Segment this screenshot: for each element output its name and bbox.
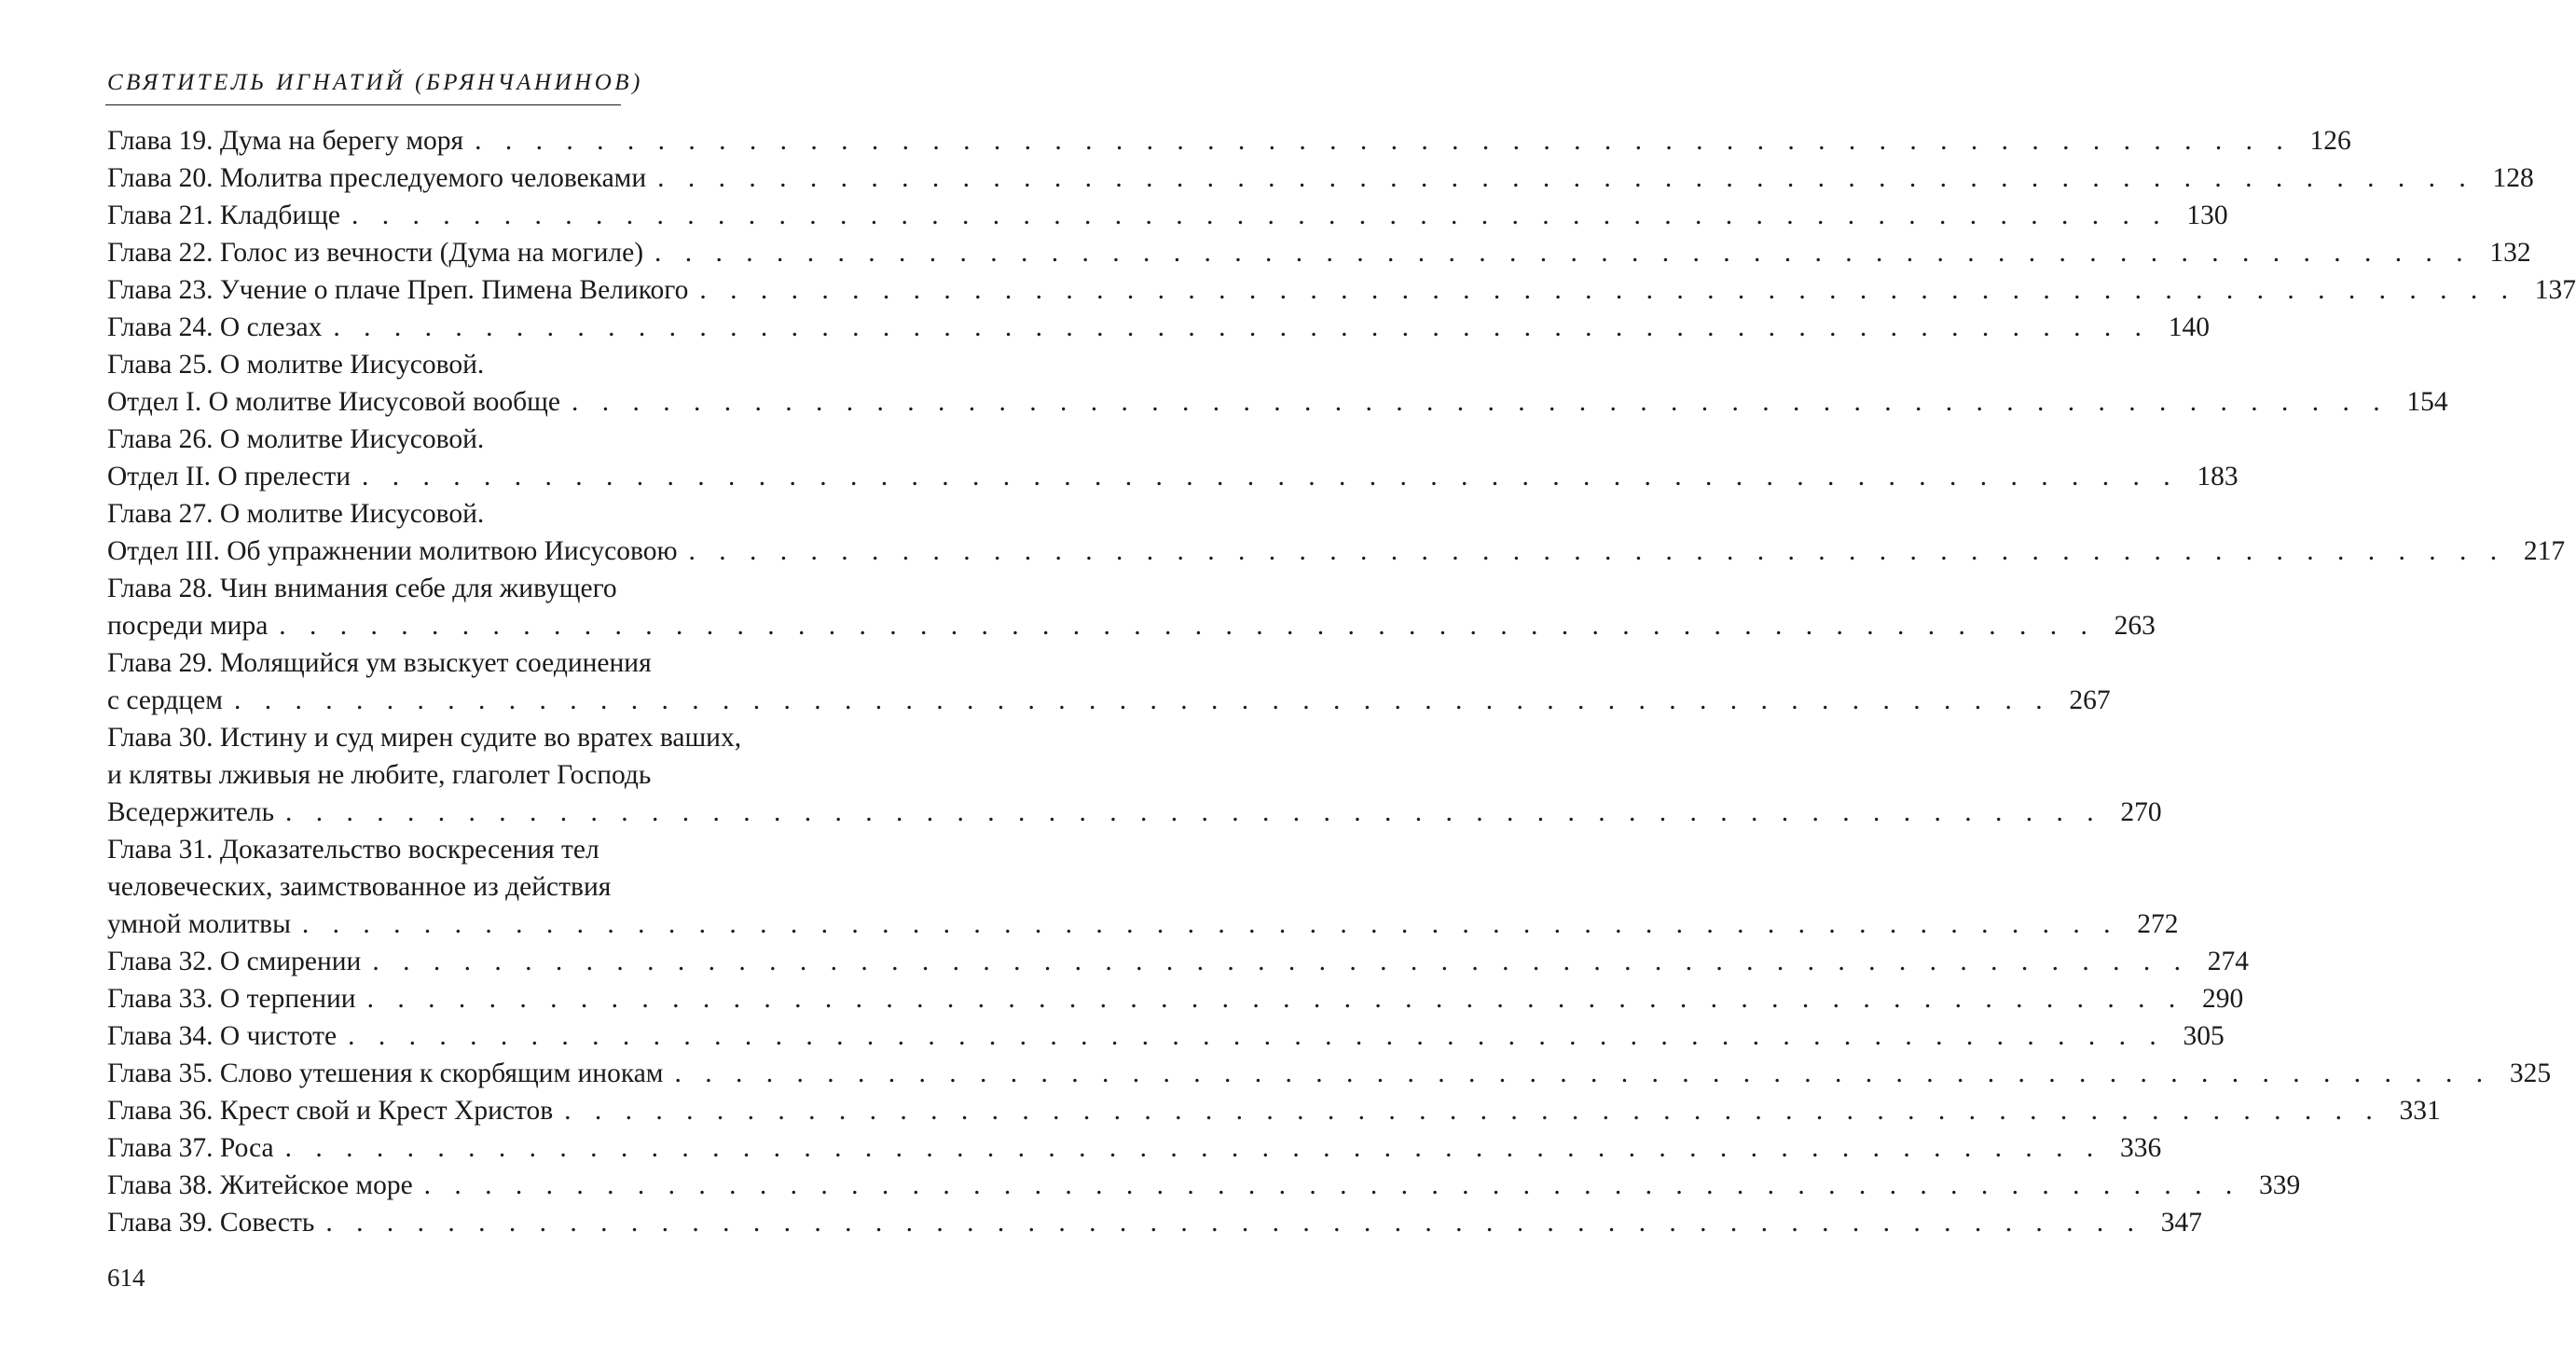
dot-leader: . . . . . . . . . . . . . . . . . . . . . . . . . . . . . . . . . . . . . . . . . . . . . . . . . . . . . . . . . . . .: [688, 536, 2506, 566]
toc-line: [107, 159, 2534, 197]
toc-entry-title: Глава 39. Совесть: [107, 1208, 315, 1238]
toc-entry: [107, 159, 2534, 197]
toc-entry-page: 274: [2207, 947, 2249, 976]
header-rule: [105, 104, 621, 105]
dot-leader: . . . . . . . . . . . . . . . . . . . . . . . . . . . . . . . . . . . . . . . . . . . . . . . . . . . . . . . . . . . .: [325, 1208, 2142, 1238]
toc-entry: [107, 1167, 2301, 1204]
toc-entry: [107, 122, 2351, 159]
toc-line: [107, 309, 2210, 346]
toc-line: [107, 234, 2531, 271]
page-number: 614: [107, 1264, 145, 1292]
toc-entry: [107, 943, 2249, 980]
toc-entry-title: Глава 28. Чин внимания себе для живущего: [107, 574, 617, 603]
toc-line: [107, 1092, 2441, 1129]
toc-line: [107, 794, 2162, 831]
toc-entry: [107, 346, 2448, 421]
toc-entry-title: Глава 27. О молитве Иисусовой.: [107, 499, 485, 529]
toc-entry-page: 132: [2489, 238, 2531, 268]
dot-leader: . . . . . . . . . . . . . . . . . . . . . . . . . . . . . . . . . . . . . . . . . . . . . . . . . . . . . . . . . . . .: [301, 909, 2119, 939]
toc-entry-page: 217: [2523, 536, 2566, 566]
toc-entry-title: Глава 29. Молящийся ум взыскует соединения: [107, 648, 652, 678]
toc-entry: [107, 234, 2531, 271]
toc-entry: [107, 197, 2228, 234]
toc-entry-title: Глава 34. О чистоте: [107, 1021, 337, 1051]
toc-entry-title: Глава 22. Голос из вечности (Дума на могиле): [107, 238, 644, 268]
toc-entry-page: 347: [2160, 1208, 2202, 1238]
toc-line: [107, 271, 2576, 309]
toc-line: [107, 980, 2244, 1017]
toc-entry-page: 270: [2120, 797, 2162, 827]
toc-entry-title: Глава 32. О смирении: [107, 947, 362, 976]
toc-entry-page: 183: [2197, 462, 2239, 491]
toc-entry-title: Глава 21. Кладбище: [107, 201, 341, 230]
toc-entry: [107, 1017, 2225, 1055]
toc-line: [107, 458, 2239, 495]
toc-line: [107, 1055, 2552, 1092]
dot-leader: . . . . . . . . . . . . . . . . . . . . . . . . . . . . . . . . . . . . . . . . . . . . . . . . . . . . . . . . . . . .: [362, 462, 2179, 491]
toc-line: [107, 682, 2111, 719]
toc-entry-page: 331: [2399, 1096, 2441, 1126]
dot-leader: . . . . . . . . . . . . . . . . . . . . . . . . . . . . . . . . . . . . . . . . . . . . . . . . . . . . . . . . . . . .: [372, 947, 2189, 976]
toc-entry-page: 336: [2120, 1133, 2162, 1163]
dot-leader: . . . . . . . . . . . . . . . . . . . . . . . . . . . . . . . . . . . . . . . . . . . . . . . . . . . . . . . . . . . .: [475, 126, 2292, 156]
toc-entry-title: человеческих, заимствованное из действия: [107, 872, 612, 902]
toc-entry-title: Глава 24. О слезах: [107, 312, 323, 342]
toc-entry-page: 339: [2259, 1170, 2301, 1200]
toc-line: [107, 719, 886, 756]
toc-entry-page: 154: [2406, 387, 2448, 417]
toc-entry: [107, 1092, 2441, 1129]
table-of-contents: [107, 122, 2576, 1241]
dot-leader: . . . . . . . . . . . . . . . . . . . . . . . . . . . . . . . . . . . . . . . . . . . . . . . . . . . . . . . . . . . .: [279, 611, 2096, 641]
toc-entry-title: Глава 33. О терпении: [107, 984, 356, 1014]
toc-line: [107, 1129, 2162, 1167]
toc-entry-title: Глава 31. Доказательство воскресения тел: [107, 835, 599, 865]
toc-entry: [107, 1204, 2202, 1241]
toc-entry-title: Глава 35. Слово утешения к скорбящим инокам: [107, 1059, 664, 1088]
dot-leader: . . . . . . . . . . . . . . . . . . . . . . . . . . . . . . . . . . . . . . . . . . . . . . . . . . . . . . . . . . . .: [572, 387, 2389, 417]
toc-entry-title: Отдел I. О молитве Иисусовой вообще: [107, 387, 560, 417]
toc-entry-page: 272: [2137, 909, 2179, 939]
toc-entry-title: Глава 19. Дума на берегу моря: [107, 126, 464, 156]
toc-line: [107, 570, 886, 607]
toc-entry: [107, 271, 2576, 309]
toc-entry-page: 126: [2309, 126, 2351, 156]
toc-entry-title: и клятвы лживыя не любите, глаголет Господь: [107, 760, 652, 790]
toc-entry: [107, 495, 2566, 570]
toc-entry-title: Глава 25. О молитве Иисусовой.: [107, 350, 485, 380]
toc-entry: [107, 1129, 2162, 1167]
dot-leader: . . . . . . . . . . . . . . . . . . . . . . . . . . . . . . . . . . . . . . . . . . . . . . . . . . . . . . . . . . . .: [564, 1096, 2381, 1126]
toc-entry-page: 263: [2114, 611, 2156, 641]
toc-line: [107, 533, 2566, 570]
dot-leader: . . . . . . . . . . . . . . . . . . . . . . . . . . . . . . . . . . . . . . . . . . . . . . . . . . . . . . . . . . . .: [654, 238, 2472, 268]
dot-leader: . . . . . . . . . . . . . . . . . . . . . . . . . . . . . . . . . . . . . . . . . . . . . . . . . . . . . . . . . . . .: [657, 163, 2474, 193]
toc-entry-title: Глава 37. Роса: [107, 1133, 274, 1163]
running-head: СВЯТИТЕЛЬ ИГНАТИЙ (БРЯНЧАНИНОВ): [107, 70, 643, 95]
toc-entry-title: Глава 30. Истину и суд мирен судите во вратех ваших,: [107, 723, 742, 753]
toc-entry: [107, 421, 2239, 495]
toc-entry-page: 325: [2509, 1059, 2552, 1088]
toc-entry: [107, 644, 2111, 719]
toc-line: [107, 421, 886, 458]
toc-entry-page: 267: [2069, 685, 2111, 715]
toc-entry: [107, 309, 2210, 346]
toc-entry: [107, 1055, 2552, 1092]
toc-entry-title: Отдел III. Об упражнении молитвою Иисусовою: [107, 536, 678, 566]
toc-entry-page: 128: [2492, 163, 2534, 193]
toc-entry-title: Отдел II. О прелести: [107, 462, 351, 491]
toc-line: [107, 644, 886, 682]
toc-line: [107, 831, 886, 868]
toc-line: [107, 943, 2249, 980]
toc-line: [107, 906, 2179, 943]
toc-line: [107, 868, 886, 906]
toc-entry: [107, 719, 2162, 831]
dot-leader: . . . . . . . . . . . . . . . . . . . . . . . . . . . . . . . . . . . . . . . . . . . . . . . . . . . . . . . . . . . .: [674, 1059, 2492, 1088]
toc-entry-title: Глава 38. Житейское море: [107, 1170, 413, 1200]
dot-leader: . . . . . . . . . . . . . . . . . . . . . . . . . . . . . . . . . . . . . . . . . . . . . . . . . . . . . . . . . . . .: [233, 685, 2051, 715]
toc-line: [107, 607, 2156, 644]
dot-leader: . . . . . . . . . . . . . . . . . . . . . . . . . . . . . . . . . . . . . . . . . . . . . . . . . . . . . . . . . . . .: [366, 984, 2184, 1014]
toc-entry-title: с сердцем: [107, 685, 223, 715]
toc-entry: [107, 980, 2244, 1017]
dot-leader: . . . . . . . . . . . . . . . . . . . . . . . . . . . . . . . . . . . . . . . . . . . . . . . . . . . . . . . . . . . .: [285, 797, 2102, 827]
toc-entry: [107, 831, 2179, 943]
toc-line: [107, 383, 2448, 421]
toc-line: [107, 756, 886, 794]
toc-line: [107, 122, 2351, 159]
toc-entry-title: Вседержитель: [107, 797, 275, 827]
toc-entry-title: Глава 20. Молитва преследуемого человеками: [107, 163, 647, 193]
toc-entry-title: Глава 23. Учение о плаче Преп. Пимена Великого: [107, 275, 689, 305]
toc-line: [107, 197, 2228, 234]
dot-leader: . . . . . . . . . . . . . . . . . . . . . . . . . . . . . . . . . . . . . . . . . . . . . . . . . . . . . . . . . . . .: [333, 312, 2150, 342]
toc-entry-page: 137: [2534, 275, 2576, 305]
dot-leader: . . . . . . . . . . . . . . . . . . . . . . . . . . . . . . . . . . . . . . . . . . . . . . . . . . . . . . . . . . . .: [351, 201, 2169, 230]
dot-leader: . . . . . . . . . . . . . . . . . . . . . . . . . . . . . . . . . . . . . . . . . . . . . . . . . . . . . . . . . . . .: [699, 275, 2517, 305]
dot-leader: . . . . . . . . . . . . . . . . . . . . . . . . . . . . . . . . . . . . . . . . . . . . . . . . . . . . . . . . . . . .: [284, 1133, 2102, 1163]
toc-entry-page: 140: [2168, 312, 2210, 342]
toc-line: [107, 495, 886, 533]
toc-entry-page: 305: [2183, 1021, 2225, 1051]
dot-leader: . . . . . . . . . . . . . . . . . . . . . . . . . . . . . . . . . . . . . . . . . . . . . . . . . . . . . . . . . . . .: [348, 1021, 2165, 1051]
dot-leader: . . . . . . . . . . . . . . . . . . . . . . . . . . . . . . . . . . . . . . . . . . . . . . . . . . . . . . . . . . . .: [423, 1170, 2241, 1200]
toc-line: [107, 1017, 2225, 1055]
toc-entry: [107, 570, 2156, 644]
toc-line: [107, 346, 886, 383]
toc-entry-title: умной молитвы: [107, 909, 291, 939]
toc-entry-title: Глава 36. Крест свой и Крест Христов: [107, 1096, 554, 1126]
toc-entry-title: посреди мира: [107, 611, 269, 641]
toc-line: [107, 1167, 2301, 1204]
toc-line: [107, 1204, 2202, 1241]
toc-entry-page: 130: [2186, 201, 2228, 230]
toc-entry-title: Глава 26. О молитве Иисусовой.: [107, 424, 485, 454]
toc-entry-page: 290: [2201, 984, 2244, 1014]
